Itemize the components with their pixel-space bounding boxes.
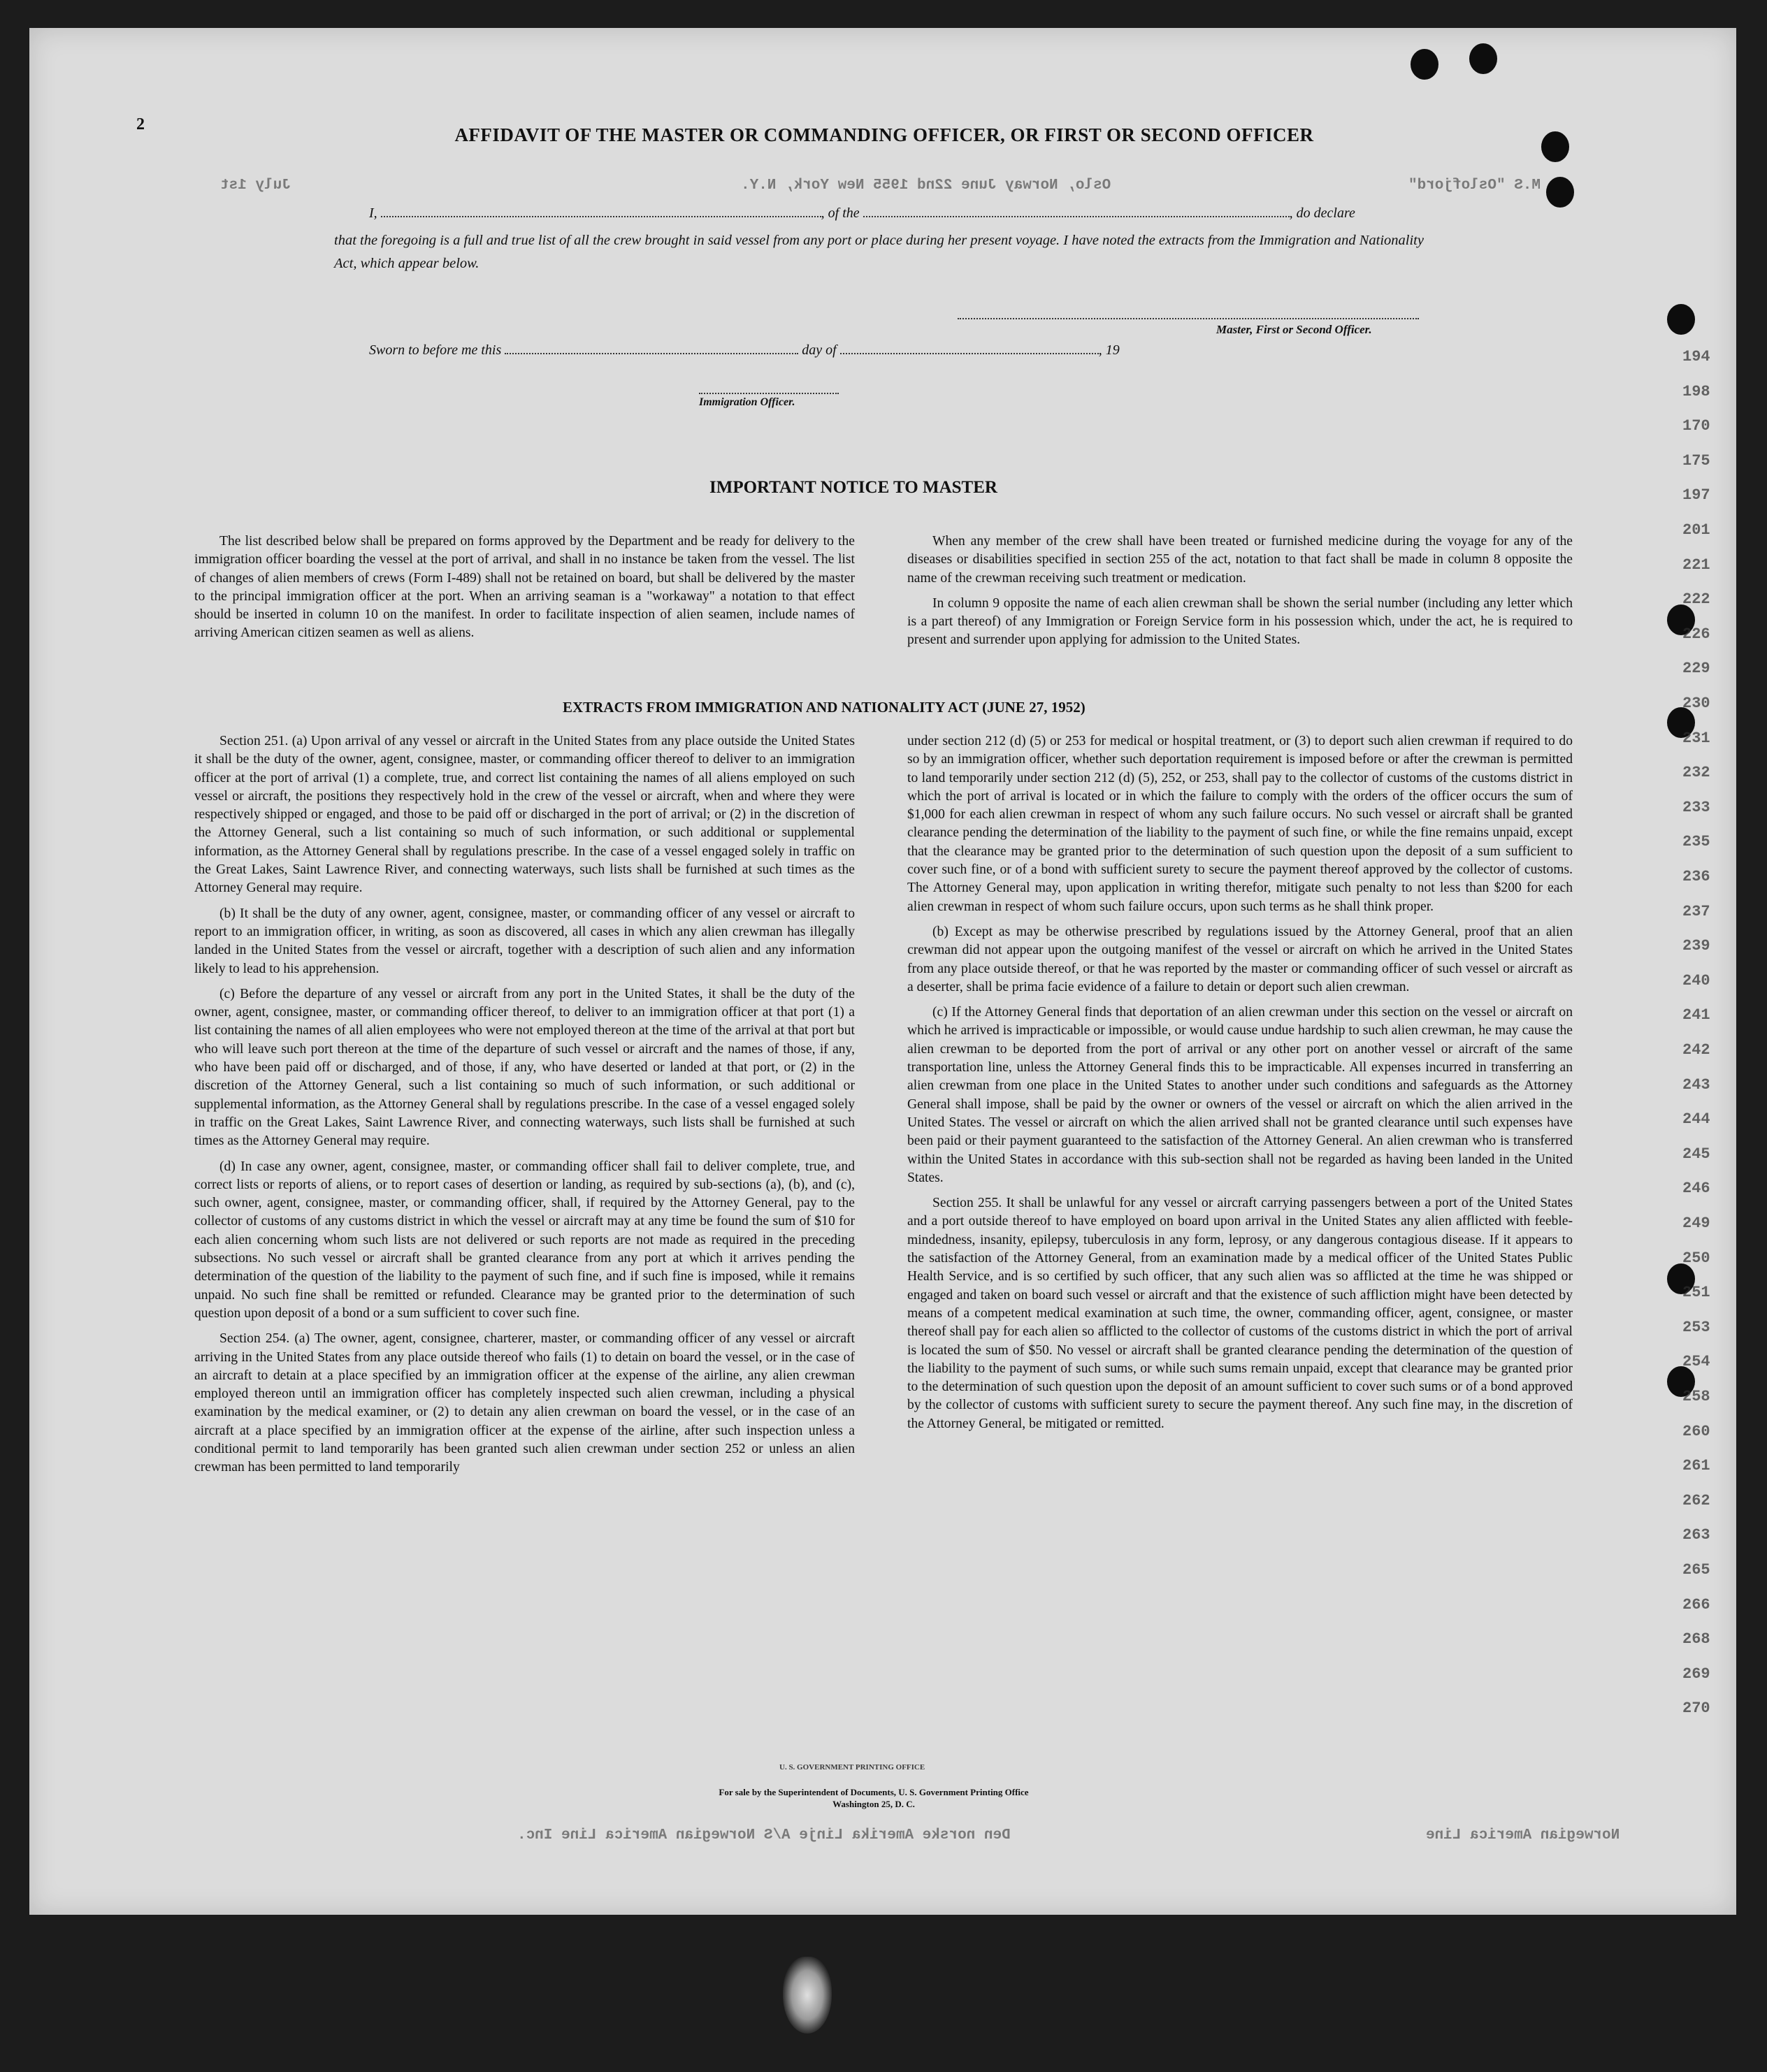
extract-paragraph: Section 251. (a) Upon arrival of any vessel or aircraft in the United States from any place outside the United States it shall be the duty of the owner, agent, consignee, master, or commanding officer thereof to deliver to an immigration officer at the port of arrival (1) a complete, true, and correct list containing the names of all aliens employed on such vessel or aircraft, the positions they respectively hold in the crew of the vessel or aircraft, when and where they were respectively shipped or engaged, and those to be paid off or discharged in the port of arrival; or (2) in the discretion of the Attorney General, such a list containing so much of such information, or such additional or supplemental information, as the Attorney General shall by regulations prescribe. In the case of a vessel engaged solely in traffic on the Great Lakes, Saint Lawrence River, and connecting waterways, such lists shall be furnished at such times as the Attorney General may require. xyxy=(194,734,855,896)
row-number: 268 xyxy=(1682,1630,1710,1649)
row-number: 194 xyxy=(1682,348,1710,365)
extract-paragraph: (b) It shall be the duty of any owner, agent, consignee, master, or commanding officer of any vessel or aircraft to report to an immigration officer, in writing, as soon as discovered, all cases in which any alien crewman has illegally landed in the United States from the vessel or aircraft, together with a description of such alien and any information likely to lead to his apprehension. xyxy=(194,906,855,976)
declaration-prefix: I, xyxy=(369,205,377,221)
extract-paragraph: under section 212 (d) (5) or 253 for medical or hospital treatment, or (3) to deport such alien crewman if required to do so by an immigration officer, whether such deportation requirement is imposed before or after the crewman is permitted to land temporarily under section 212 (d) (5), 252, or 253, shall pay to the collector of customs of the customs district in which the port of arrival is located or in which the failure to comply with the orders of the officer occurs the sum of $1,000 for each alien crewman in respect of whom any such failure occurs. No such vessel or aircraft shall be granted clearance pending the determination of the liability to the payment of such fine, or while the fine remains unpaid, except that the clearance may be granted prior to the determination of such question upon the deposit of a sum sufficient to cover such fine, or of a bond with sufficient surety to secure the payment thereof approved by the collector of customs. The Attorney General may, upon application in writing therefor, mitigate such penalty to not less than $200 for each alien crewman in respect of whom such failure occurs, upon such terms as he shall think proper. xyxy=(907,734,1573,914)
row-number: 262 xyxy=(1682,1491,1710,1509)
row-number: 175 xyxy=(1682,451,1710,470)
show-through-header-mid: Oslo, Norway June 22nd 1955 New York, N.Y. xyxy=(741,178,1111,194)
footer-line-1: For sale by the Superintendent of Documents, U. S. Government Printing Office xyxy=(719,1787,1029,1797)
signature-line xyxy=(958,318,1419,319)
row-number: 253 xyxy=(1682,1318,1710,1336)
row-number: 245 xyxy=(1682,1145,1710,1163)
right-extracts-column xyxy=(907,732,1573,1440)
row-number: 198 xyxy=(1682,382,1710,400)
show-through-header-right: M.S "Oslofjord" xyxy=(1408,178,1541,194)
photo-artifact xyxy=(783,1957,832,2034)
immigration-officer-line xyxy=(699,393,839,394)
row-number: 251 xyxy=(1682,1284,1710,1302)
row-number: 243 xyxy=(1682,1075,1710,1094)
sworn-month-blank xyxy=(840,343,1099,354)
affidavit-title: AFFIDAVIT OF THE MASTER OR COMMANDING OFFICER, OR FIRST OR SECOND OFFICER xyxy=(454,124,1314,145)
show-through-header-left: July 1st xyxy=(220,178,291,194)
row-number: 250 xyxy=(1682,1249,1710,1267)
left-extracts-column xyxy=(194,732,855,1484)
row-number: 170 xyxy=(1682,417,1710,435)
signature-label: Master, First or Second Officer. xyxy=(1216,323,1372,336)
declaration-of-the: , of the xyxy=(821,205,860,221)
notice-left-paragraph: The list described below shall be prepared on forms approved by the Department and be ready for delivery to the immigration officer boarding the vessel at the port of arrival, and shall in no instance be taken from the vessel. The list of changes of alien members of crews (Form I-489) shall not be retained on board, but shall be delivered by the master to the principal immigration officer at the port. When an arriving seaman is a "workaway" a notation to that effect should be inserted in column 10 on the manifest. In order to facilitate inspection of alien seamen, include names of arriving American citizen seamen as well as aliens. xyxy=(194,534,855,641)
punch-hole xyxy=(1667,304,1695,335)
row-number: 235 xyxy=(1682,833,1710,851)
row-number: 229 xyxy=(1682,660,1710,678)
punch-hole xyxy=(1411,49,1438,80)
row-number: 266 xyxy=(1682,1595,1710,1614)
page-number: 2 xyxy=(136,115,145,133)
extract-paragraph: (c) If the Attorney General finds that deportation of an alien crewman under this section on the vessel or aircraft on which he arrived is impracticable or impossible, or would cause undue hardship to such alien crewman, he may cause the alien crewman to be deported from the port of arrival or any other port on another vessel or aircraft of the same transportation line, unless the Attorney General finds this to be impracticable. All expenses incurred in transferring an alien crewman from one place in the United States to another under such conditions and safeguards as the Attorney General shall impose, shall be paid by the owner or owners of the vessel or aircraft on which the alien arrived in the United States. The vessel or aircraft on which the alien arrived shall not be granted clearance until such expenses have been paid or their payment guaranteed to the satisfaction of the Attorney General. An alien crewman who is transferred within the United States in accordance with this sub-section shall not be regarded as having been landed in the United States. xyxy=(907,1005,1573,1185)
declaration-statement: that the foregoing is a full and true list of all the crew brought in said vessel from any port or place during her present voyage. I have noted the extracts from the Immigration and Nationality Act, which appear below. xyxy=(334,233,1424,271)
name-blank xyxy=(381,206,821,217)
notice-heading: IMPORTANT NOTICE TO MASTER xyxy=(709,478,997,497)
show-through-footer-right: Norwegian America Line xyxy=(1426,1827,1620,1843)
row-number: 270 xyxy=(1682,1700,1710,1718)
gpo-mark: U. S. GOVERNMENT PRINTING OFFICE xyxy=(779,1763,925,1772)
row-number: 263 xyxy=(1682,1526,1710,1544)
sworn-day-blank xyxy=(505,343,798,354)
show-through-footer-left: Den norske Amerika Linje A/S Norwegian America Line Inc. xyxy=(517,1827,1011,1843)
row-number: 221 xyxy=(1682,556,1710,574)
row-number: 240 xyxy=(1682,971,1710,990)
row-number: 246 xyxy=(1682,1180,1710,1198)
declaration-line xyxy=(369,205,1355,222)
extract-paragraph: (d) In case any owner, agent, consignee, master, or commanding officer shall fail to deliver complete, true, and correct lists or reports of aliens, or to report cases of desertion or landing, as required by sub-sections (a), (b), and (c), such owner, agent, consignee, master, or commanding officer, shall, if required by the Attorney General, pay to the collector of customs of any customs district in which the vessel or aircraft may at any time be found the sum of $10 for each alien concerning whom such lists are not delivered or such reports are not made as required in the preceding subsections. No such vessel or aircraft shall be granted clearance from any port at which it arrives pending the determination of the question of the liability to the payment of such fine, and if such fine is imposed, while it remains unpaid. No such fine shall be remitted or refunded. Clearance may be granted prior to the determination of such question upon deposit of a bond or a sum sufficient to cover such fine. xyxy=(194,1159,855,1321)
extract-paragraph: (b) Except as may be otherwise prescribed by regulations issued by the Attorney General, proof that an alien crewman did not appear upon the outgoing manifest of the vessel or aircraft on which he arrived in the United States from any place outside thereof, or that he was reported by the master or commanding officer of such vessel or aircraft as a deserter, shall be prima facie evidence of a failure to detain or deport such alien crewman. xyxy=(907,924,1573,994)
notice-right-paragraph-2: In column 9 opposite the name of each alien crewman shall be shown the serial number (including any letter which is a part thereof) of any Immigration or Foreign Service form in his possession which, under the act, he is required to present and surrender upon applying for admission to the United States. xyxy=(907,595,1573,648)
row-number: 226 xyxy=(1682,625,1710,643)
extract-paragraph: Section 255. It shall be unlawful for any vessel or aircraft carrying passengers between a port of the United States and a port outside thereof to have employed on board upon arrival in the United States any alien afflicted with feeble-mindedness, insanity, epilepsy, tuberculosis in any form, leprosy, or any dangerous contagious disease. If it appears to the satisfaction of the Attorney General, from an examination made by a medical officer of the United States Public Health Service, and is so certified by such officer, that any such alien was so afflicted at the time he was shipped or engaged and taken on board such vessel or aircraft and that the existence of such affliction might have been detected by means of a competent medical examination at such time, the owner, commanding officer, agent, consignee, or master thereof shall pay for each alien so afflicted to the collector of customs of the customs district in which the port of arrival is located the sum of $50. No vessel or aircraft shall be granted clearance pending the determination of the question of the liability to the payment of such sums, or while such sums remain unpaid, except that clearance may be granted prior to the determination of such question upon the deposit of an amount sufficient to cover such sums or of a bond approved by the collector of customs with sufficient surety to secure the payment thereof. Any such fine may, in the discretion of the Attorney General, be mitigated or remitted. xyxy=(907,1196,1573,1431)
extract-paragraph: Section 254. (a) The owner, agent, consignee, charterer, master, or commanding officer of any vessel or aircraft arriving in the United States from any place outside thereof who fails (1) to detain on board the vessel, or in the case of an aircraft to detain at a place specified by an immigration officer at the expense of the airline, any alien crewman employed thereon until an immigration officer has completely inspected such alien crewman, including a physical examination by the medical examiner, or (2) to detain any alien crewman on board the vessel, or in the case of an aircraft at a place specified by an immigration officer at the expense of the airline, after such inspection unless a conditional permit to land temporarily has been granted such alien crewman under section 252 or unless an alien crewman has been permitted to land temporarily xyxy=(194,1331,855,1475)
sworn-text: Sworn to before me this xyxy=(369,342,502,358)
extract-paragraph: (c) Before the departure of any vessel or aircraft from any port in the United States, it shall be the duty of the owner, agent, consignee, master, or commanding officer thereof, to deliver to an immigration officer at that port (1) a list containing the names of all alien employees who were not employed thereon at the time of the arrival at that port but who will leave such port thereon at the time of the departure of such vessel or aircraft and the names of those, if any, who have been paid off or discharged, and of those, if any, who have deserted or landed at that port, or (2) in the discretion of the Attorney General, such a list containing so much of such information, or such additional or supplemental information, as the Attorney General shall by regulations prescribe. In the case of a vessel engaged solely in traffic on the Great Lakes, Saint Lawrence River, and connecting waterways, such lists shall be furnished at such times as the Attorney General may require. xyxy=(194,986,855,1149)
row-number: 222 xyxy=(1682,591,1710,609)
row-number: 258 xyxy=(1682,1388,1710,1405)
punch-hole xyxy=(1546,177,1574,208)
row-number: 232 xyxy=(1682,764,1710,782)
extracts-heading: EXTRACTS FROM IMMIGRATION AND NATIONALITY ACT (JUNE 27, 1952) xyxy=(563,699,1086,716)
immigration-officer-label: Immigration Officer. xyxy=(699,396,795,408)
sworn-line xyxy=(369,342,1120,358)
sworn-day-of: day of xyxy=(802,342,837,358)
row-number: 241 xyxy=(1682,1006,1710,1024)
right-column-notice xyxy=(907,533,1573,657)
row-number: 201 xyxy=(1682,521,1710,539)
row-number: 230 xyxy=(1682,695,1710,712)
printing-footer xyxy=(664,1786,1083,1810)
punch-hole xyxy=(1469,43,1497,74)
row-number: 242 xyxy=(1682,1041,1710,1059)
row-number: 261 xyxy=(1682,1457,1710,1475)
footer-line-2: Washington 25, D. C. xyxy=(832,1799,915,1809)
row-number: 231 xyxy=(1682,729,1710,747)
row-number: 197 xyxy=(1682,486,1710,505)
row-number: 269 xyxy=(1682,1665,1710,1683)
declaration-suffix: , do declare xyxy=(1289,205,1355,221)
punch-hole xyxy=(1541,131,1569,162)
row-number: 244 xyxy=(1682,1110,1710,1129)
row-number: 260 xyxy=(1682,1422,1710,1440)
row-number: 236 xyxy=(1682,868,1710,885)
row-number: 239 xyxy=(1682,937,1710,955)
row-number: 237 xyxy=(1682,902,1710,920)
row-number: 265 xyxy=(1682,1561,1710,1579)
notice-right-paragraph-1: When any member of the crew shall have been treated or furnished medicine during the voyage for any of the diseases or disabilities specified in section 255 of the act, notation to that fact shall be made in column 8 opposite the name of the crewman receiving such treatment or medication. xyxy=(907,534,1573,586)
left-column xyxy=(194,533,855,650)
row-number: 249 xyxy=(1682,1215,1710,1232)
row-number: 233 xyxy=(1682,798,1710,816)
sworn-year: , 19 xyxy=(1098,342,1120,358)
row-number: 254 xyxy=(1682,1353,1710,1371)
vessel-blank xyxy=(863,206,1290,217)
